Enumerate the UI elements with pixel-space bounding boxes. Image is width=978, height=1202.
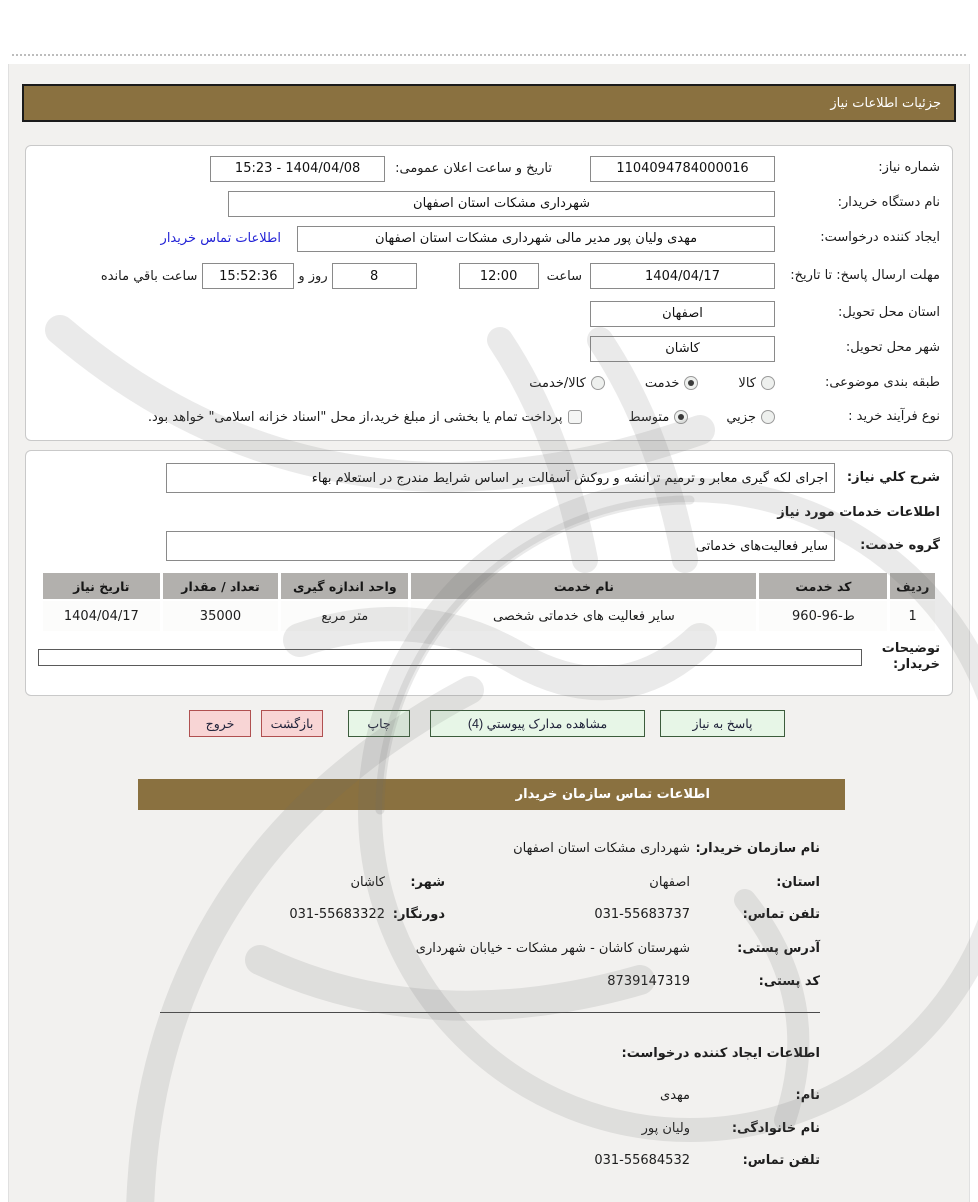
col-service-code: کد خدمت	[759, 573, 887, 599]
contact-city-label: شهر:	[410, 875, 445, 890]
reply-deadline-row	[38, 256, 940, 296]
subject-class-row	[38, 366, 940, 400]
service-group-label: گروه خدمت:	[860, 537, 940, 553]
contact-phone-label: تلفن تماس:	[742, 907, 820, 922]
goods-radio-label: کالا	[738, 375, 756, 391]
need-number-label: شماره نیاز:	[878, 160, 940, 176]
contact-phone-value: 031-55683737	[594, 907, 690, 922]
service-group-row	[38, 527, 940, 565]
subject-option-goods-service	[529, 376, 605, 391]
contact-fax-label: دورنگار:	[392, 907, 445, 922]
org-name-label: نام سازمان خریدار:	[695, 841, 820, 856]
cell-quantity: 35000	[163, 601, 279, 631]
need-desc-row	[38, 459, 940, 497]
announce-datetime-label: تاریخ و ساعت اعلان عمومی:	[395, 161, 552, 176]
creator-last-name-value: ولیان پور	[641, 1121, 690, 1136]
cell-service-code: ط-96-960	[759, 601, 887, 631]
org-contact-section-header	[138, 779, 845, 810]
cell-need-date: 1404/04/17	[43, 601, 160, 631]
process-option-minor	[726, 410, 775, 425]
view-attachments-button[interactable]: مشاهده مدارک پیوستي (4)	[430, 710, 645, 737]
contact-divider	[160, 1012, 820, 1013]
contact-city-value: کاشان	[350, 875, 385, 890]
buyer-notes-label: توضیحات خریدار:	[881, 641, 940, 673]
buyer-org-field[interactable]: شهرداری مشکات استان اصفهان	[228, 191, 775, 217]
services-heading: اطلاعات خدمات مورد نیاز	[777, 504, 940, 520]
subject-class-label: طبقه بندی موضوعی:	[824, 374, 940, 390]
col-need-date: تاریخ نیاز	[43, 573, 160, 599]
subject-option-service	[645, 376, 699, 391]
service-radio-label: خدمت	[644, 375, 680, 391]
announce-datetime-field[interactable]: 15:23 - 1404/04/08	[210, 156, 385, 182]
delivery-province-row	[38, 296, 940, 331]
postal-code-value: 8739147319	[607, 974, 690, 989]
creator-phone-label: تلفن تماس:	[742, 1153, 820, 1168]
service-radio[interactable]	[684, 376, 698, 390]
top-divider	[12, 54, 966, 56]
time-left-field[interactable]: 15:52:36	[202, 263, 294, 289]
back-button[interactable]: بازگشت	[261, 710, 323, 737]
cell-service-name: سایر فعالیت های خدماتی شخصی	[411, 601, 756, 631]
contact-province-label: استان:	[776, 875, 820, 890]
deadline-hour-label: ساعت	[546, 268, 582, 284]
postal-code-label: کد پستی:	[758, 974, 820, 989]
buyer-org-row	[38, 186, 940, 221]
days-left-label: روز و	[298, 268, 328, 284]
treasury-payment-option	[148, 410, 583, 425]
goods-service-radio[interactable]	[591, 376, 605, 390]
creator-first-name-value: مهدی	[660, 1088, 690, 1103]
delivery-province-label: استان محل تحویل:	[838, 305, 940, 321]
time-left-label: ساعت باقي مانده	[100, 268, 198, 284]
org-name-value: شهرداری مشکات استان اصفهان	[513, 841, 690, 856]
buyer-notes-field[interactable]	[38, 649, 862, 666]
creator-last-name-label: نام خانوادگی:	[731, 1121, 820, 1136]
services-table-header-row	[43, 573, 935, 599]
creator-info-heading: اطلاعات ایجاد کننده درخواست:	[621, 1046, 820, 1061]
treasury-checkbox-label: پرداخت تمام یا بخشی از مبلغ خرید،از محل "اسناد خزانه اسلامی" خواهد بود.	[147, 409, 563, 425]
request-creator-row	[38, 221, 940, 256]
subject-option-goods	[738, 376, 775, 391]
process-option-medium	[628, 410, 688, 425]
delivery-city-row	[38, 331, 940, 366]
col-service-name: نام خدمت	[411, 573, 756, 599]
delivery-province-field[interactable]: اصفهان	[590, 301, 775, 327]
process-type-row	[38, 400, 940, 434]
deadline-date-field[interactable]: 1404/04/17	[590, 263, 775, 289]
delivery-city-label: شهر محل تحویل:	[845, 340, 940, 356]
goods-service-radio-label: کالا/خدمت	[529, 375, 586, 391]
creator-phone-value: 031-55684532	[594, 1153, 690, 1168]
need-description-panel	[25, 450, 953, 696]
services-table	[40, 571, 938, 633]
buyer-notes-row	[38, 641, 940, 674]
process-type-label: نوع فرآیند خرید :	[848, 408, 940, 424]
col-unit: واحد اندازه گیری	[281, 573, 408, 599]
general-info-panel	[25, 145, 953, 441]
exit-button[interactable]: خروج	[189, 710, 251, 737]
contact-province-value: اصفهان	[649, 875, 690, 890]
col-row-number: ردیف	[890, 573, 935, 599]
buyer-org-label: نام دستگاه خریدار:	[837, 195, 940, 211]
need-desc-field[interactable]: اجرای لکه گیری معابر و ترمیم ترانشه و روکش آسفالت بر اساس شرایط مندرج در استعلام بهاء	[166, 463, 835, 493]
creator-first-name-label: نام:	[795, 1088, 820, 1103]
action-buttons	[189, 710, 785, 737]
contact-fax-value: 031-55683322	[289, 907, 385, 922]
medium-radio-label: متوسط	[628, 409, 670, 425]
buyer-contact-link[interactable]: اطلاعات تماس خریدار	[160, 231, 281, 246]
col-quantity: تعداد / مقدار	[163, 573, 279, 599]
reply-deadline-label: مهلت ارسال پاسخ: تا تاریخ:	[790, 267, 940, 283]
treasury-checkbox[interactable]	[568, 410, 582, 424]
cell-unit: متر مربع	[281, 601, 408, 631]
print-button[interactable]: چاپ	[348, 710, 410, 737]
table-row	[43, 601, 935, 631]
medium-radio[interactable]	[674, 410, 688, 424]
details-section-title: جزئیات اطلاعات نیاز	[830, 95, 941, 111]
details-section-header	[22, 84, 956, 122]
minor-radio-label: جزيي	[726, 409, 756, 425]
need-number-row	[38, 151, 940, 186]
need-number-field[interactable]: 1104094784000016	[590, 156, 775, 182]
deadline-hour-field[interactable]: 12:00	[459, 263, 539, 289]
reply-to-need-button[interactable]: پاسخ به نیاز	[660, 710, 785, 737]
request-creator-label: ایجاد کننده درخواست:	[820, 230, 940, 246]
goods-radio[interactable]	[761, 376, 775, 390]
request-creator-field[interactable]: مهدی ولیان پور مدیر مالی شهرداری مشکات استان اصفهان	[297, 226, 775, 252]
cell-row-number: 1	[890, 601, 935, 631]
minor-radio[interactable]	[761, 410, 775, 424]
service-group-field[interactable]: سایر فعالیت‌های خدماتی	[166, 531, 835, 561]
postal-address-value: شهرستان کاشان - شهر مشکات - خیابان شهرداری	[415, 941, 690, 956]
delivery-city-field[interactable]: کاشان	[590, 336, 775, 362]
postal-address-label: آدرس پستی:	[737, 941, 820, 956]
org-contact-section-title: اطلاعات تماس سازمان خریدار	[515, 787, 710, 802]
days-left-field[interactable]: 8	[332, 263, 417, 289]
services-heading-row	[38, 497, 940, 527]
need-desc-label: شرح کلي نیاز:	[846, 469, 940, 485]
